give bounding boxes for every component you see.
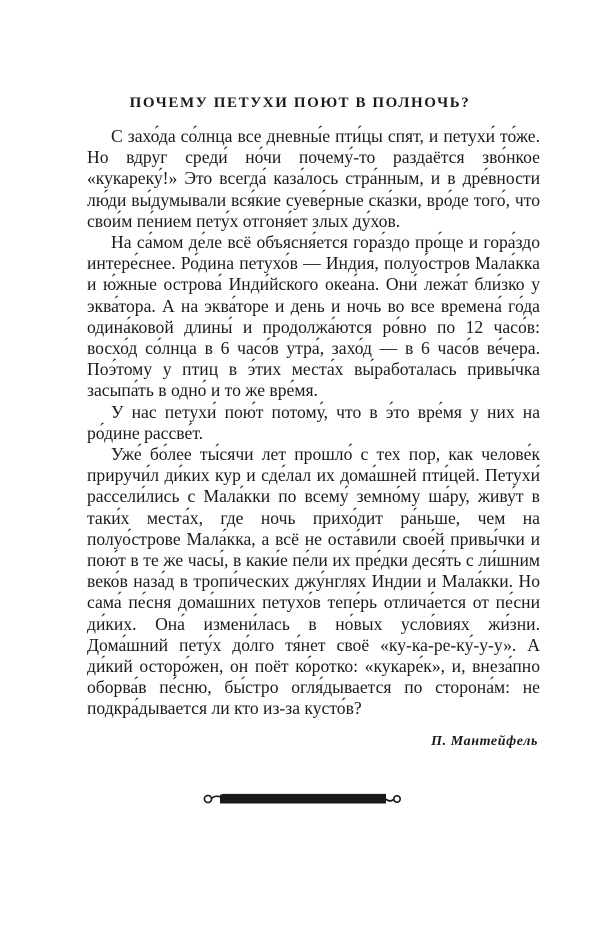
article-body: [87, 126, 540, 720]
article-title: ПОЧЕМУ ПЕТУХИ ПОЮТ В ПОЛНОЧЬ?: [129, 95, 471, 111]
author-signature: П. Мантейфель: [431, 734, 538, 749]
paragraph-1: С захо́да со́лнца все дневны́е пти́цы спят, и петухи́ то́же. Но вдруг среди́ но́чи почему́-то раздаётся зво́нкое «кукареку́!» Это всегда́ каза́лось стра́нным, и в дре́вности лю́ди вы́думывали вся́кие суеве́рные ска́зки, вро́де того́, что свои́м пе́нием пету́х отгоня́ет злых ду́хов.: [87, 126, 540, 231]
paragraph-3: У нас петухи́ пою́т потому́, что в э́то вре́мя у них на ро́дине рассве́т.: [87, 401, 540, 443]
decorative-divider-icon: [202, 788, 402, 810]
paragraph-2: На са́мом де́ле всё объясня́ется гора́здо про́ще и гора́здо интере́снее. Ро́дина петухо́в — Индия, полуо́стров Мала́кка и ю́жные острова́ Инди́йского океа́на. Они́ лежа́т бли́зко у эква́тора. А на эква́торе и день и ночь во все времена́ го́да одина́ковой длины́ и продолжа́ются ро́вно по 12 часо́в: восхо́д со́лнца в 6 часо́в утра́, захо́д — в 6 часо́в ве́чера. Поэ́тому у птиц в э́тих места́х вы́работалась привы́чка засыпа́ть в одно́ и то же вре́мя.: [87, 232, 540, 401]
paragraph-4: Уже́ бо́лее ты́сячи лет прошло́ с тех пор, как челове́к приручи́л ди́ких кур и сде́лал их дома́шней пти́цей. Петухи́ рассели́лись с Мала́кки по всему́ земно́му ша́ру, живу́т в таки́х места́х, где ночь прихо́дит ра́ньше, чем на полуо́строве Мала́кка, а всё не оста́вили свое́й привы́чки и пою́т в те же часы́, в каки́е пе́ли их пре́дки деся́ть с ли́шним веко́в наза́д в тропи́ческих джу́нглях Индии и Мала́кки. Но сама́ пе́сня дома́шних петухо́в тепе́рь отлича́ется от пе́сни ди́ких. Она́ измени́лась в но́вых усло́виях жи́зни. Дома́шний пету́х до́лго тя́нет своё «ку-ка-ре-ку́-у-у». А ди́кий осторо́жен, он поёт ко́ротко: «кукаре́к», и, внеза́пно оборва́в пе́сню, бы́стро огля́дывается по сторона́м: не подкра́дывается ли кто из-за кусто́в?: [87, 444, 540, 719]
